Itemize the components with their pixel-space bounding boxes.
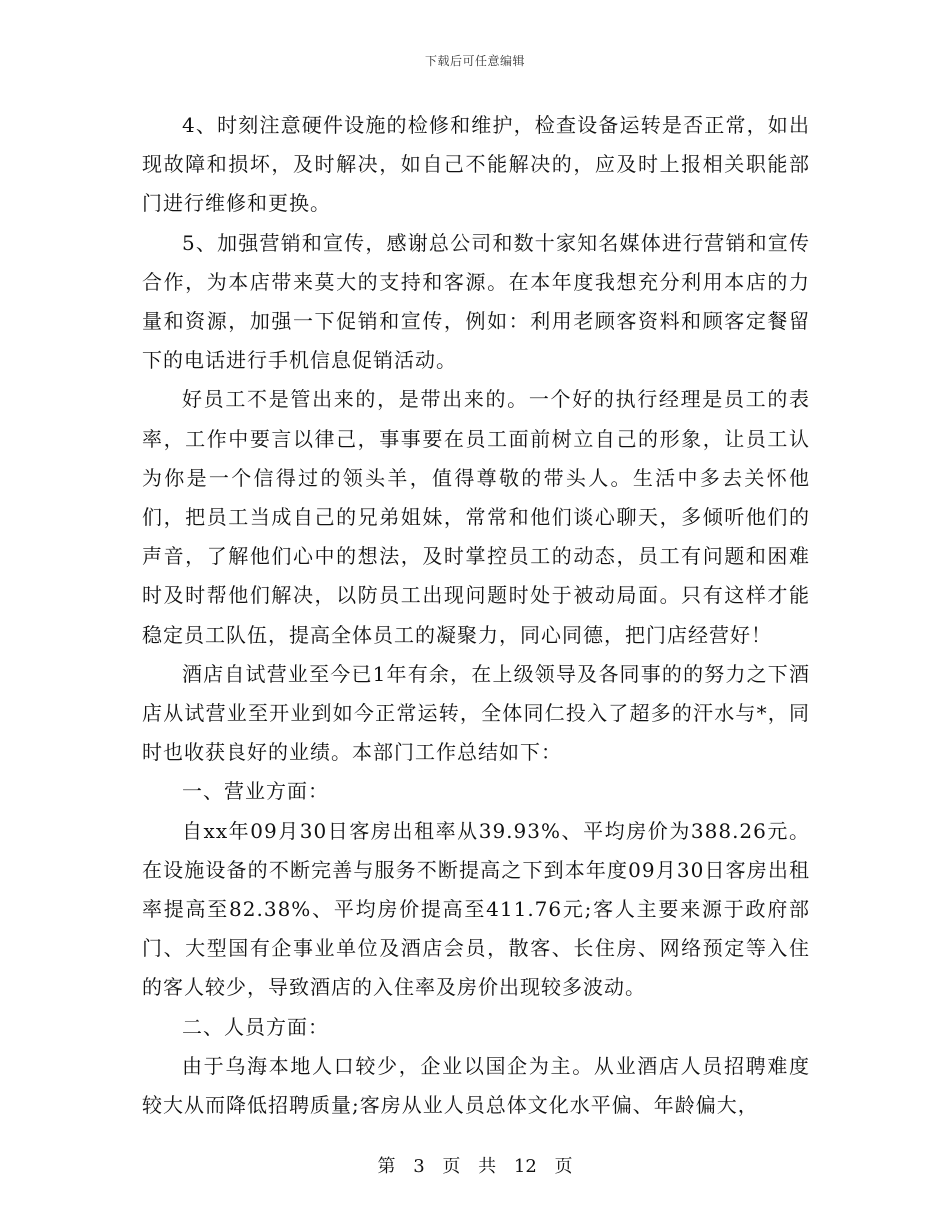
footer-total-word: 共 <box>478 1156 497 1177</box>
paragraph-staff-leadership: 好员工不是管出来的，是带出来的。一个好的执行经理是员工的表率，工作中要言以律己，事事要在员工面前树立自己的形象，让员工认为你是一个信得过的领头羊，值得尊敬的带头人。生活中多去关怀他们，把员工当成自己的兄弟姐妹，常常和他们谈心聊天，多倾听他们的声音，了解他们心中的想法，及时掌控员工的动态，员工有问题和困难时及时帮他们解决，以防员工出现问题时处于被动局面。只有这样才能稳定员工队伍，提高全体员工的凝聚力，同心同德，把门店经营好！ <box>142 387 810 647</box>
page-header: 下载后可任意编辑 <box>424 54 525 68</box>
section-heading-personnel: 二、人员方面： <box>182 1014 329 1039</box>
footer-total-pages: 12 <box>513 1156 537 1177</box>
footer-current-page: 3 <box>413 1156 425 1177</box>
section-heading-business: 一、营业方面： <box>182 779 329 804</box>
footer-prefix: 第 <box>377 1156 396 1177</box>
paragraph-business: 自xx年09月30日客房出租率从39.93%、平均房价为388.26元。在设施设备的不断完善与服务不断提高之下到本年度09月30日客房出租率提高至82.38%、平均房价提高至411.76元;客人主要来源于政府部门、大型国有企事业单位及酒店会员，散客、长住房、网络预定等入住的客人较少，导致酒店的入住率及房价出现较多波动。 <box>142 818 810 1000</box>
paragraph-maintenance: 4、时刻注意硬件设施的检修和维护，检查设备运转是否正常，如出现故障和损坏，及时解决，如自己不能解决的，应及时上报相关职能部门进行维修和更换。 <box>142 113 810 216</box>
paragraph-marketing: 5、加强营销和宣传，感谢总公司和数十家知名媒体进行营销和宣传合作，为本店带来莫大的支持和客源。在本年度我想充分利用本店的力量和资源，加强一下促销和宣传，例如：利用老顾客资料和顾客定餐留下的电话进行手机信息促销活动。 <box>142 230 810 373</box>
footer-suffix: 页 <box>554 1156 573 1177</box>
page-footer <box>0 1152 950 1178</box>
document-body <box>142 106 810 1125</box>
paragraph-summary-intro: 酒店自试营业至今已1年有余，在上级领导及各同事的的努力之下酒店从试营业至开业到如今正常运转，全体同仁投入了超多的汗水与*，同时也收获良好的业绩。本部门工作总结如下： <box>142 661 810 765</box>
paragraph-personnel: 由于乌海本地人口较少，企业以国企为主。从业酒店人员招聘难度较大从而降低招聘质量;客房从业人员总体文化水平偏、年龄偏大， <box>142 1053 810 1118</box>
footer-page-word: 页 <box>442 1156 461 1177</box>
